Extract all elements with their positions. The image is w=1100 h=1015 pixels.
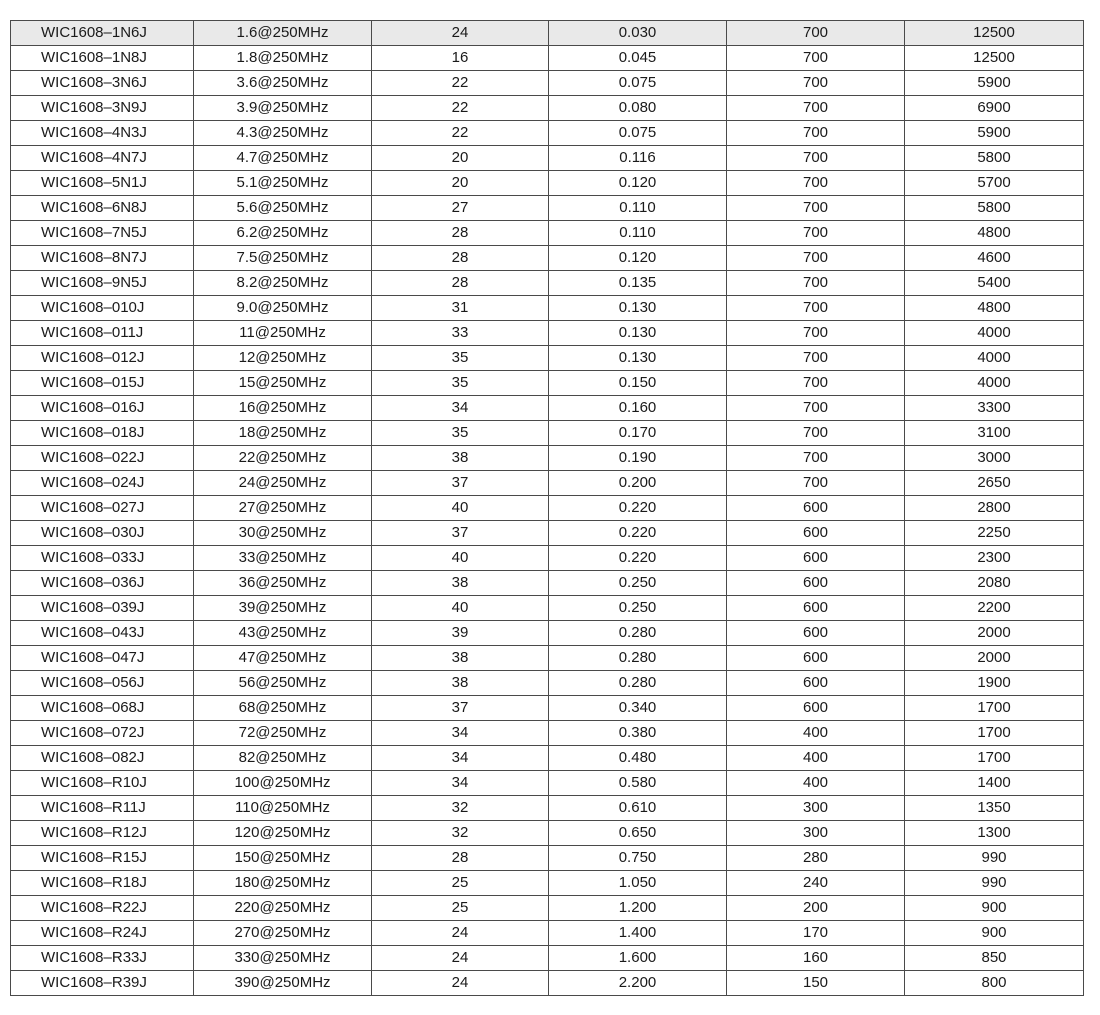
idc-max-cell: 600: [727, 596, 905, 621]
table-row: [11, 796, 1084, 821]
inductance-cell: 36@250MHz: [194, 571, 372, 596]
q-min-cell: 39: [372, 621, 549, 646]
q-min-cell: 35: [372, 371, 549, 396]
inductance-cell: 47@250MHz: [194, 646, 372, 671]
table-row: [11, 696, 1084, 721]
inductance-cell: 120@250MHz: [194, 821, 372, 846]
srf-min-cell: 5800: [905, 146, 1084, 171]
idc-max-cell: 600: [727, 546, 905, 571]
part-number-cell: WIC1608–022J: [11, 446, 194, 471]
part-number-cell: WIC1608–R10J: [11, 771, 194, 796]
part-number-cell: WIC1608–011J: [11, 321, 194, 346]
part-number-cell: WIC1608–R22J: [11, 896, 194, 921]
part-number-cell: WIC1608–024J: [11, 471, 194, 496]
idc-max-cell: 700: [727, 196, 905, 221]
dcr-max-cell: 0.150: [549, 371, 727, 396]
table-row: [11, 471, 1084, 496]
dcr-max-cell: 0.280: [549, 621, 727, 646]
idc-max-cell: 700: [727, 96, 905, 121]
part-number-cell: WIC1608–056J: [11, 671, 194, 696]
table-row: [11, 146, 1084, 171]
dcr-max-cell: 0.120: [549, 171, 727, 196]
srf-min-cell: 1400: [905, 771, 1084, 796]
part-number-cell: WIC1608–R24J: [11, 921, 194, 946]
idc-max-cell: 600: [727, 671, 905, 696]
dcr-max-cell: 0.280: [549, 671, 727, 696]
inductance-cell: 150@250MHz: [194, 846, 372, 871]
srf-min-cell: 2300: [905, 546, 1084, 571]
q-min-cell: 16: [372, 46, 549, 71]
part-number-cell: WIC1608–030J: [11, 521, 194, 546]
part-number-cell: WIC1608–8N7J: [11, 246, 194, 271]
idc-max-cell: 160: [727, 946, 905, 971]
q-min-cell: 34: [372, 721, 549, 746]
srf-min-cell: 990: [905, 871, 1084, 896]
q-min-cell: 20: [372, 146, 549, 171]
dcr-max-cell: 0.580: [549, 771, 727, 796]
q-min-cell: 22: [372, 71, 549, 96]
q-min-cell: 32: [372, 796, 549, 821]
table-row: [11, 646, 1084, 671]
part-number-cell: WIC1608–6N8J: [11, 196, 194, 221]
idc-max-cell: 700: [727, 446, 905, 471]
idc-max-cell: 700: [727, 296, 905, 321]
srf-min-cell: 5900: [905, 121, 1084, 146]
idc-max-cell: 280: [727, 846, 905, 871]
table-row: [11, 671, 1084, 696]
q-min-cell: 35: [372, 421, 549, 446]
table-row: [11, 846, 1084, 871]
q-min-cell: 38: [372, 646, 549, 671]
idc-max-cell: 700: [727, 121, 905, 146]
dcr-max-cell: 0.135: [549, 271, 727, 296]
table-row: [11, 546, 1084, 571]
srf-min-cell: 2650: [905, 471, 1084, 496]
table-row: [11, 371, 1084, 396]
idc-max-cell: 150: [727, 971, 905, 996]
srf-min-cell: 2200: [905, 596, 1084, 621]
q-min-cell: 25: [372, 871, 549, 896]
part-number-cell: WIC1608–027J: [11, 496, 194, 521]
dcr-max-cell: 0.200: [549, 471, 727, 496]
part-number-cell: WIC1608–012J: [11, 346, 194, 371]
inductance-cell: 8.2@250MHz: [194, 271, 372, 296]
table-row: [11, 421, 1084, 446]
idc-max-cell: 600: [727, 571, 905, 596]
srf-min-cell: 1700: [905, 746, 1084, 771]
dcr-max-cell: 1.600: [549, 946, 727, 971]
idc-max-cell: 240: [727, 871, 905, 896]
srf-min-cell: 2250: [905, 521, 1084, 546]
srf-min-cell: 6900: [905, 96, 1084, 121]
srf-min-cell: 4800: [905, 296, 1084, 321]
dcr-max-cell: 0.610: [549, 796, 727, 821]
inductance-cell: 82@250MHz: [194, 746, 372, 771]
srf-min-cell: 12500: [905, 46, 1084, 71]
q-min-cell: 40: [372, 596, 549, 621]
table-row: [11, 21, 1084, 46]
srf-min-cell: 850: [905, 946, 1084, 971]
q-min-cell: 24: [372, 971, 549, 996]
srf-min-cell: 2080: [905, 571, 1084, 596]
inductance-cell: 100@250MHz: [194, 771, 372, 796]
idc-max-cell: 700: [727, 246, 905, 271]
dcr-max-cell: 0.130: [549, 321, 727, 346]
dcr-max-cell: 0.220: [549, 546, 727, 571]
srf-min-cell: 1700: [905, 721, 1084, 746]
dcr-max-cell: 0.080: [549, 96, 727, 121]
q-min-cell: 22: [372, 96, 549, 121]
srf-min-cell: 1700: [905, 696, 1084, 721]
idc-max-cell: 700: [727, 396, 905, 421]
dcr-max-cell: 1.050: [549, 871, 727, 896]
idc-max-cell: 600: [727, 646, 905, 671]
dcr-max-cell: 2.200: [549, 971, 727, 996]
q-min-cell: 28: [372, 221, 549, 246]
idc-max-cell: 700: [727, 321, 905, 346]
inductance-cell: 9.0@250MHz: [194, 296, 372, 321]
srf-min-cell: 990: [905, 846, 1084, 871]
q-min-cell: 24: [372, 946, 549, 971]
srf-min-cell: 4000: [905, 371, 1084, 396]
dcr-max-cell: 0.130: [549, 296, 727, 321]
idc-max-cell: 700: [727, 71, 905, 96]
srf-min-cell: 1300: [905, 821, 1084, 846]
dcr-max-cell: 1.400: [549, 921, 727, 946]
idc-max-cell: 700: [727, 146, 905, 171]
idc-max-cell: 600: [727, 621, 905, 646]
table-row: [11, 621, 1084, 646]
inductance-cell: 330@250MHz: [194, 946, 372, 971]
inductance-cell: 24@250MHz: [194, 471, 372, 496]
q-min-cell: 22: [372, 121, 549, 146]
part-number-cell: WIC1608–R33J: [11, 946, 194, 971]
inductance-cell: 3.6@250MHz: [194, 71, 372, 96]
q-min-cell: 28: [372, 246, 549, 271]
table-row: [11, 321, 1084, 346]
inductance-cell: 56@250MHz: [194, 671, 372, 696]
dcr-max-cell: 0.045: [549, 46, 727, 71]
part-number-cell: WIC1608–1N8J: [11, 46, 194, 71]
q-min-cell: 27: [372, 196, 549, 221]
part-number-cell: WIC1608–015J: [11, 371, 194, 396]
srf-min-cell: 4000: [905, 321, 1084, 346]
part-number-cell: WIC1608–4N7J: [11, 146, 194, 171]
srf-min-cell: 4600: [905, 246, 1084, 271]
part-number-cell: WIC1608–R15J: [11, 846, 194, 871]
table-row: [11, 171, 1084, 196]
table-row: [11, 71, 1084, 96]
dcr-max-cell: 0.190: [549, 446, 727, 471]
q-min-cell: 34: [372, 771, 549, 796]
srf-min-cell: 3100: [905, 421, 1084, 446]
part-number-cell: WIC1608–R12J: [11, 821, 194, 846]
idc-max-cell: 600: [727, 521, 905, 546]
part-number-cell: WIC1608–033J: [11, 546, 194, 571]
inductance-cell: 220@250MHz: [194, 896, 372, 921]
inductance-cell: 33@250MHz: [194, 546, 372, 571]
dcr-max-cell: 0.075: [549, 121, 727, 146]
q-min-cell: 37: [372, 521, 549, 546]
part-number-cell: WIC1608–082J: [11, 746, 194, 771]
part-number-cell: WIC1608–R18J: [11, 871, 194, 896]
srf-min-cell: 2000: [905, 646, 1084, 671]
part-number-cell: WIC1608–039J: [11, 596, 194, 621]
inductance-cell: 12@250MHz: [194, 346, 372, 371]
part-number-cell: WIC1608–3N9J: [11, 96, 194, 121]
part-number-cell: WIC1608–9N5J: [11, 271, 194, 296]
inductance-cell: 30@250MHz: [194, 521, 372, 546]
inductance-cell: 7.5@250MHz: [194, 246, 372, 271]
q-min-cell: 37: [372, 696, 549, 721]
table-row: [11, 496, 1084, 521]
inductance-cell: 18@250MHz: [194, 421, 372, 446]
srf-min-cell: 1900: [905, 671, 1084, 696]
table-row: [11, 921, 1084, 946]
inductance-cell: 11@250MHz: [194, 321, 372, 346]
table-row: [11, 871, 1084, 896]
dcr-max-cell: 0.250: [549, 596, 727, 621]
inductance-cell: 39@250MHz: [194, 596, 372, 621]
table-row: [11, 96, 1084, 121]
dcr-max-cell: 0.170: [549, 421, 727, 446]
table-row: [11, 771, 1084, 796]
table-row: [11, 521, 1084, 546]
dcr-max-cell: 0.380: [549, 721, 727, 746]
srf-min-cell: 900: [905, 896, 1084, 921]
q-min-cell: 34: [372, 746, 549, 771]
inductance-cell: 4.3@250MHz: [194, 121, 372, 146]
dcr-max-cell: 0.220: [549, 496, 727, 521]
table-row: [11, 246, 1084, 271]
idc-max-cell: 600: [727, 696, 905, 721]
inductance-cell: 68@250MHz: [194, 696, 372, 721]
q-min-cell: 40: [372, 546, 549, 571]
srf-min-cell: 4800: [905, 221, 1084, 246]
srf-min-cell: 4000: [905, 346, 1084, 371]
inductance-cell: 3.9@250MHz: [194, 96, 372, 121]
table-row: [11, 446, 1084, 471]
srf-min-cell: 2800: [905, 496, 1084, 521]
dcr-max-cell: 0.075: [549, 71, 727, 96]
srf-min-cell: 800: [905, 971, 1084, 996]
srf-min-cell: 2000: [905, 621, 1084, 646]
q-min-cell: 25: [372, 896, 549, 921]
part-number-cell: WIC1608–036J: [11, 571, 194, 596]
q-min-cell: 35: [372, 346, 549, 371]
q-min-cell: 32: [372, 821, 549, 846]
dcr-max-cell: 0.750: [549, 846, 727, 871]
part-number-cell: WIC1608–018J: [11, 421, 194, 446]
inductance-cell: 27@250MHz: [194, 496, 372, 521]
idc-max-cell: 300: [727, 821, 905, 846]
part-number-cell: WIC1608–R39J: [11, 971, 194, 996]
inductance-cell: 5.6@250MHz: [194, 196, 372, 221]
inductance-cell: 270@250MHz: [194, 921, 372, 946]
table-row: [11, 896, 1084, 921]
table-row: [11, 271, 1084, 296]
dcr-max-cell: 0.250: [549, 571, 727, 596]
dcr-max-cell: 0.160: [549, 396, 727, 421]
inductance-cell: 72@250MHz: [194, 721, 372, 746]
srf-min-cell: 12500: [905, 21, 1084, 46]
part-number-cell: WIC1608–043J: [11, 621, 194, 646]
table-row: [11, 221, 1084, 246]
q-min-cell: 24: [372, 21, 549, 46]
dcr-max-cell: 0.116: [549, 146, 727, 171]
idc-max-cell: 600: [727, 496, 905, 521]
part-number-cell: WIC1608–010J: [11, 296, 194, 321]
table-row: [11, 946, 1084, 971]
inductance-cell: 6.2@250MHz: [194, 221, 372, 246]
part-number-cell: WIC1608–016J: [11, 396, 194, 421]
q-min-cell: 38: [372, 446, 549, 471]
srf-min-cell: 5700: [905, 171, 1084, 196]
inductance-cell: 43@250MHz: [194, 621, 372, 646]
part-number-cell: WIC1608–5N1J: [11, 171, 194, 196]
idc-max-cell: 400: [727, 721, 905, 746]
q-min-cell: 28: [372, 271, 549, 296]
srf-min-cell: 1350: [905, 796, 1084, 821]
inductance-cell: 390@250MHz: [194, 971, 372, 996]
table-row: [11, 571, 1084, 596]
idc-max-cell: 700: [727, 46, 905, 71]
table-row: [11, 746, 1084, 771]
part-number-cell: WIC1608–4N3J: [11, 121, 194, 146]
table-row: [11, 821, 1084, 846]
table-row: [11, 596, 1084, 621]
inductance-cell: 5.1@250MHz: [194, 171, 372, 196]
q-min-cell: 37: [372, 471, 549, 496]
part-number-cell: WIC1608–3N6J: [11, 71, 194, 96]
idc-max-cell: 170: [727, 921, 905, 946]
srf-min-cell: 3000: [905, 446, 1084, 471]
q-min-cell: 24: [372, 921, 549, 946]
inductor-spec-table: [10, 20, 1084, 996]
table-row: [11, 121, 1084, 146]
srf-min-cell: 900: [905, 921, 1084, 946]
part-number-cell: WIC1608–7N5J: [11, 221, 194, 246]
dcr-max-cell: 0.220: [549, 521, 727, 546]
q-min-cell: 38: [372, 671, 549, 696]
inductance-cell: 4.7@250MHz: [194, 146, 372, 171]
idc-max-cell: 700: [727, 371, 905, 396]
inductance-cell: 110@250MHz: [194, 796, 372, 821]
q-min-cell: 28: [372, 846, 549, 871]
table-row: [11, 396, 1084, 421]
idc-max-cell: 700: [727, 21, 905, 46]
idc-max-cell: 200: [727, 896, 905, 921]
q-min-cell: 31: [372, 296, 549, 321]
part-number-cell: WIC1608–072J: [11, 721, 194, 746]
part-number-cell: WIC1608–R11J: [11, 796, 194, 821]
table-row: [11, 296, 1084, 321]
inductance-cell: 1.6@250MHz: [194, 21, 372, 46]
q-min-cell: 38: [372, 571, 549, 596]
q-min-cell: 34: [372, 396, 549, 421]
idc-max-cell: 700: [727, 471, 905, 496]
idc-max-cell: 300: [727, 796, 905, 821]
table-body: [11, 21, 1084, 996]
srf-min-cell: 5800: [905, 196, 1084, 221]
inductance-cell: 16@250MHz: [194, 396, 372, 421]
inductance-cell: 22@250MHz: [194, 446, 372, 471]
idc-max-cell: 400: [727, 771, 905, 796]
idc-max-cell: 700: [727, 421, 905, 446]
table-row: [11, 346, 1084, 371]
table-row: [11, 971, 1084, 996]
idc-max-cell: 700: [727, 221, 905, 246]
dcr-max-cell: 0.340: [549, 696, 727, 721]
idc-max-cell: 700: [727, 271, 905, 296]
dcr-max-cell: 0.120: [549, 246, 727, 271]
dcr-max-cell: 0.110: [549, 221, 727, 246]
dcr-max-cell: 1.200: [549, 896, 727, 921]
srf-min-cell: 3300: [905, 396, 1084, 421]
part-number-cell: WIC1608–068J: [11, 696, 194, 721]
dcr-max-cell: 0.280: [549, 646, 727, 671]
inductance-cell: 180@250MHz: [194, 871, 372, 896]
inductance-cell: 15@250MHz: [194, 371, 372, 396]
q-min-cell: 40: [372, 496, 549, 521]
idc-max-cell: 700: [727, 346, 905, 371]
part-number-cell: WIC1608–047J: [11, 646, 194, 671]
idc-max-cell: 700: [727, 171, 905, 196]
srf-min-cell: 5400: [905, 271, 1084, 296]
table-row: [11, 721, 1084, 746]
dcr-max-cell: 0.480: [549, 746, 727, 771]
srf-min-cell: 5900: [905, 71, 1084, 96]
dcr-max-cell: 0.110: [549, 196, 727, 221]
table-row: [11, 46, 1084, 71]
part-number-cell: WIC1608–1N6J: [11, 21, 194, 46]
dcr-max-cell: 0.030: [549, 21, 727, 46]
idc-max-cell: 400: [727, 746, 905, 771]
table-row: [11, 196, 1084, 221]
dcr-max-cell: 0.130: [549, 346, 727, 371]
inductance-cell: 1.8@250MHz: [194, 46, 372, 71]
q-min-cell: 33: [372, 321, 549, 346]
dcr-max-cell: 0.650: [549, 821, 727, 846]
q-min-cell: 20: [372, 171, 549, 196]
